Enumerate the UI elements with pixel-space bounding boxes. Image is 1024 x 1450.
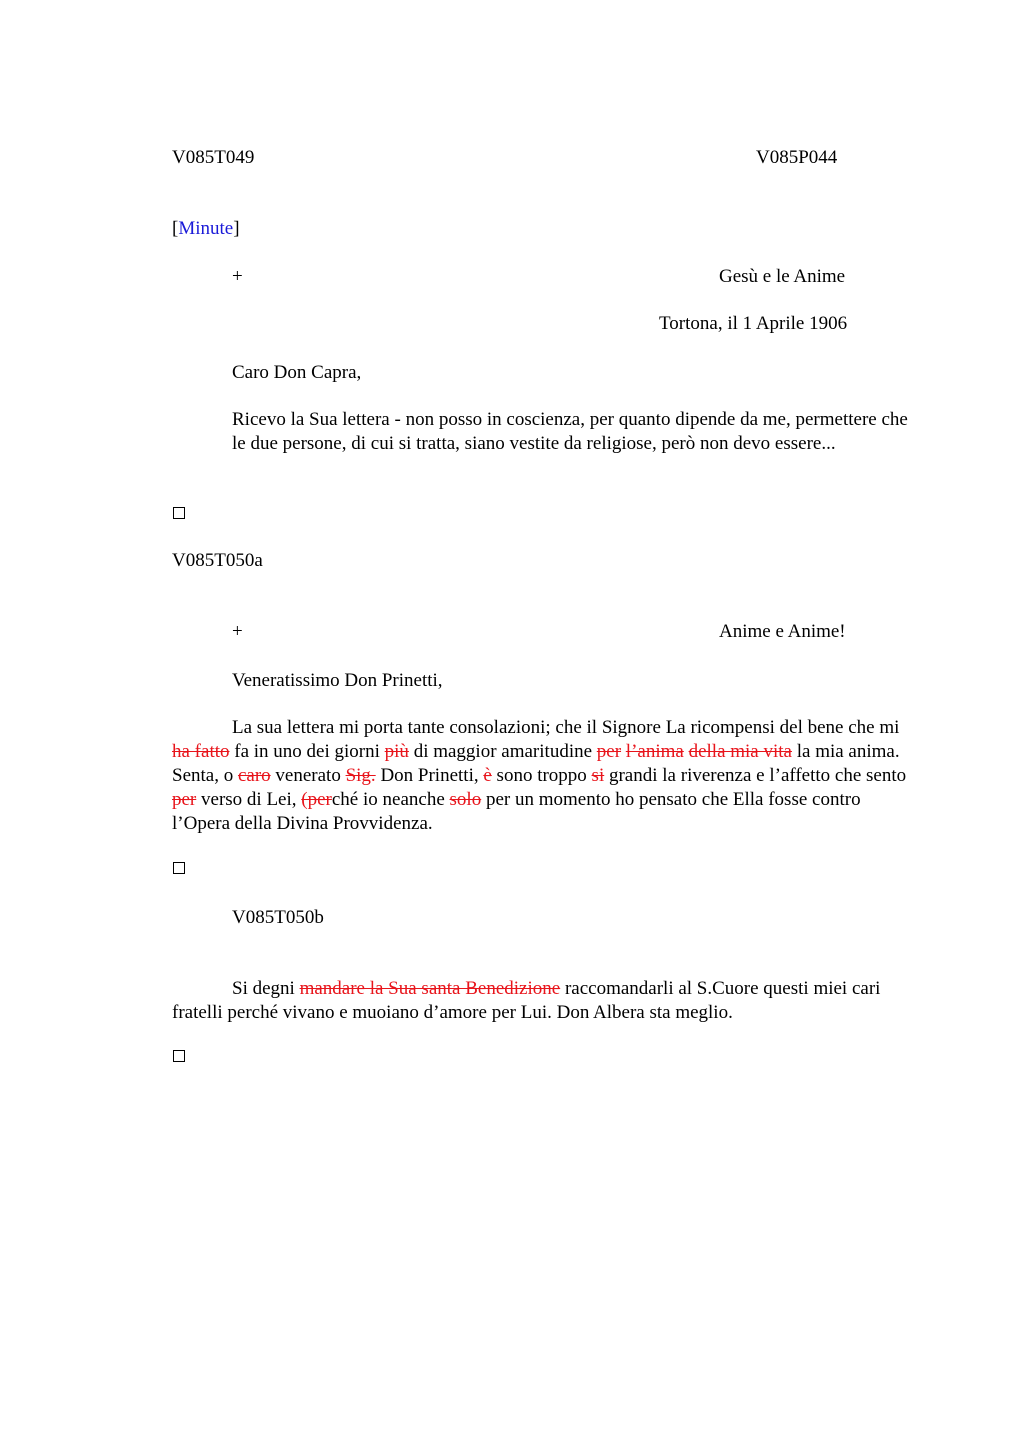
cross-symbol: + bbox=[232, 266, 243, 287]
letter-motto: Gesù e le Anime bbox=[719, 266, 846, 287]
text-run: la mia anima. Senta, o bbox=[172, 741, 900, 786]
end-marker-box bbox=[173, 507, 185, 519]
letter-place-date: Tortona, il 1 Aprile 1906 bbox=[659, 313, 848, 334]
text-run: di maggior amaritudine bbox=[408, 741, 597, 762]
document-code-right: V085P044 bbox=[756, 147, 838, 168]
close-bracket: ] bbox=[233, 218, 240, 239]
text-run: fa in uno dei giorni bbox=[229, 741, 385, 762]
end-marker-box bbox=[173, 1050, 185, 1062]
deleted-text: è bbox=[483, 765, 492, 786]
text-run: raccomandarli al S.Cuore questi miei cari fratelli perché vivano e muoiano d’amore per Lui. Don Albera sta meglio. bbox=[172, 978, 881, 1023]
letter-body-with-deletions bbox=[172, 977, 912, 1025]
text-run: verso di Lei, bbox=[196, 789, 302, 810]
document-code-left: V085T049 bbox=[172, 147, 255, 168]
minute-link[interactable]: Minute bbox=[178, 218, 234, 239]
letter-body-with-deletions bbox=[172, 716, 912, 836]
deleted-text: caro bbox=[237, 765, 271, 786]
text-run: per un momento ho pensato che Ella fosse contro l’Opera della Divina Provvidenza. bbox=[172, 789, 861, 834]
deleted-text: per bbox=[596, 741, 622, 762]
letter-motto: Anime e Anime! bbox=[719, 621, 846, 642]
cross-symbol: + bbox=[232, 621, 243, 642]
section-code: V085T050b bbox=[232, 907, 324, 928]
deleted-text: solo bbox=[449, 789, 482, 810]
deleted-text: mandare la Sua santa Benedizione bbox=[299, 978, 561, 999]
text-run: ché io neanche bbox=[331, 789, 450, 810]
text-run: Don Prinetti, bbox=[375, 765, 484, 786]
deleted-text: della mia vita bbox=[688, 741, 792, 762]
deleted-text: l’anima bbox=[625, 741, 684, 762]
open-bracket: [ bbox=[172, 218, 179, 239]
letter-body: Ricevo la Sua lettera - non posso in coscienza, per quanto dipende da me, permettere che le due persone, di cui si tratta, siano vestite da religiose, però non devo essere... bbox=[232, 409, 908, 454]
deleted-text: per bbox=[172, 789, 197, 810]
minute-label bbox=[172, 217, 240, 241]
deleted-text: (per bbox=[301, 789, 332, 810]
deleted-text: ha fatto bbox=[172, 741, 230, 762]
text-run: venerato bbox=[270, 765, 346, 786]
text-run: La sua lettera mi porta tante consolazioni; che il Signore La ricompensi del bene che mi bbox=[232, 717, 900, 738]
letter-salutation: Veneratissimo Don Prinetti, bbox=[232, 670, 443, 691]
section-code: V085T050a bbox=[172, 550, 263, 571]
text-run: sono troppo bbox=[491, 765, 592, 786]
end-marker-box bbox=[173, 862, 185, 874]
text-run: Si degni bbox=[232, 978, 300, 999]
deleted-text: si bbox=[591, 765, 605, 786]
deleted-text: Sig. bbox=[345, 765, 376, 786]
letter-salutation: Caro Don Capra, bbox=[232, 362, 362, 383]
text-run: grandi la riverenza e l’affetto che sento bbox=[604, 765, 907, 786]
deleted-text: più bbox=[384, 741, 409, 762]
